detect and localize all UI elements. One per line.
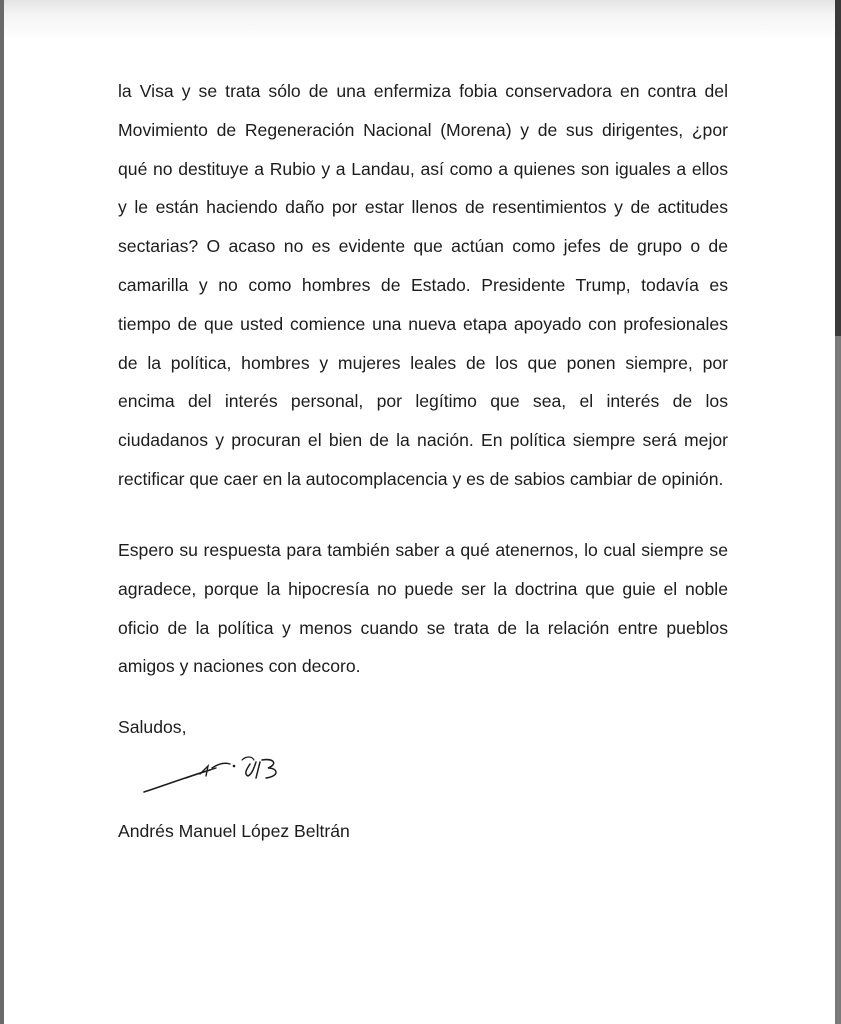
letter-page: [4, 0, 835, 1024]
letter-paragraph-1: la Visa y se trata sólo de una enfermiza fobia conservadora en contra del Movimiento de Regeneración Nacional (Morena) y de sus dirigentes, ¿por qué no destituye a Rubio y a Landau, así como a quienes son iguales a ellos y le están haciendo daño por estar llenos de resentimientos y de actitudes sectarias? O acaso no es evidente que actúan como jefes de grupo o de camarilla y no como hombres de Estado. Presidente Trump, todavía es tiempo de que usted comience una nueva etapa apoyado con profesionales de la política, hombres y mujeres leales de los que ponen siempre, por encima del interés personal, por legítimo que sea, el interés de los ciudadanos y procuran el bien de la nación. En política siempre será mejor rectificar que caer en la autocomplacencia y es de sabios cambiar de opinión.: [118, 81, 728, 489]
vertical-scrollbar[interactable]: [835, 0, 841, 1024]
scrollbar-thumb[interactable]: [835, 336, 841, 1024]
letter-paragraph-2: Espero su respuesta para también saber a qué atenernos, lo cual siempre se agradece, porque la hipocresía no puede ser la doctrina que guie el noble oficio de la política y menos cuando se trata de la relación entre pueblos amigos y naciones con decoro.: [118, 540, 728, 677]
letter-closing: Saludos,: [118, 717, 187, 737]
handwritten-signature: [138, 746, 308, 806]
sender-name: Andrés Manuel López Beltrán: [118, 821, 350, 841]
